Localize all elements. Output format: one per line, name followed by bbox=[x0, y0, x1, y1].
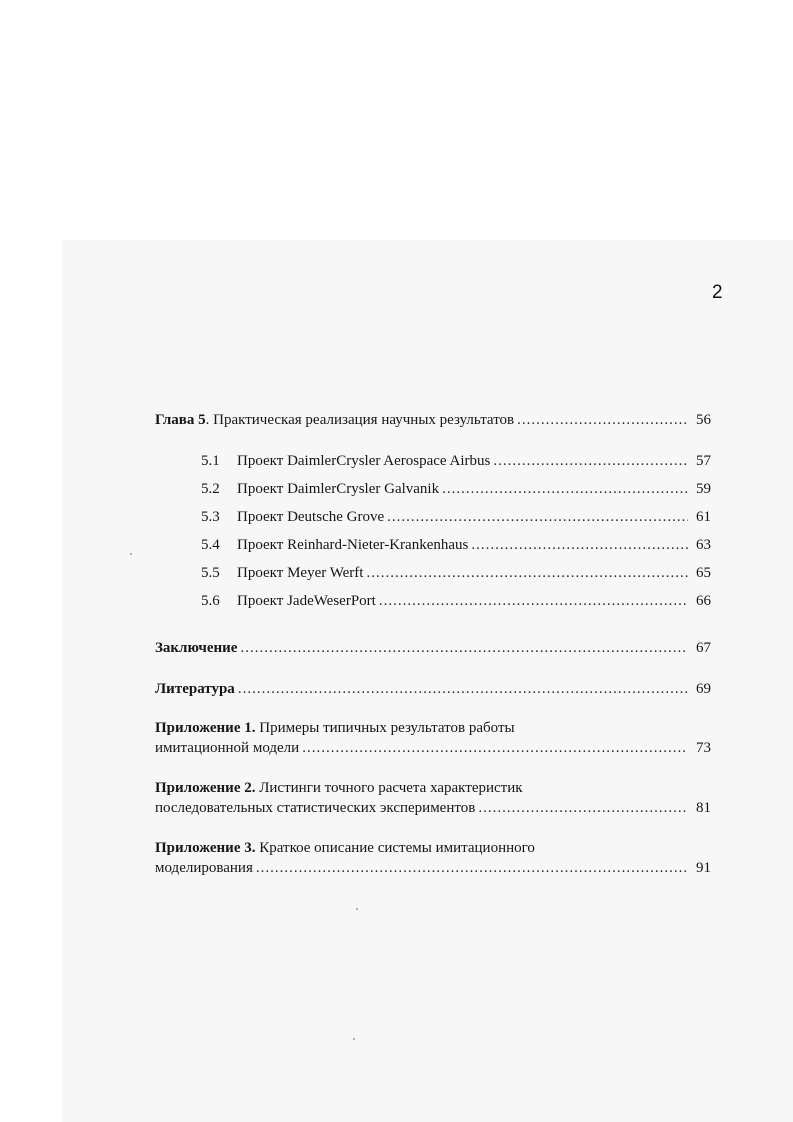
scan-speck bbox=[353, 1038, 355, 1040]
toc-appendix-3-continuation[interactable] bbox=[155, 858, 711, 878]
section-number: 5.2 bbox=[201, 481, 220, 497]
dot-leader bbox=[517, 410, 688, 430]
toc-appendix-3-heading[interactable] bbox=[155, 838, 535, 858]
dot-leader bbox=[387, 507, 688, 527]
appendix-title-line2: последовательных статистических экспериментов bbox=[155, 800, 476, 816]
section-number: 5.4 bbox=[201, 537, 220, 553]
toc-section-5-3[interactable] bbox=[201, 507, 711, 527]
section-page: 57 bbox=[696, 453, 711, 469]
toc-appendix-1-continuation[interactable] bbox=[155, 738, 711, 758]
section-title: Проект DaimlerCrysler Galvanik bbox=[237, 481, 440, 497]
appendix-title-line1: Листинги точного расчета характеристик bbox=[259, 780, 523, 796]
toc-section-5-5[interactable] bbox=[201, 563, 711, 583]
toc-appendix-1-heading[interactable] bbox=[155, 718, 515, 738]
appendix-title-line2: моделирования bbox=[155, 860, 253, 876]
section-page: 61 bbox=[696, 509, 711, 525]
section-number: 5.1 bbox=[201, 453, 220, 469]
dot-leader bbox=[256, 858, 688, 878]
scan-speck bbox=[356, 908, 358, 910]
appendix-label: Приложение 3. bbox=[155, 840, 256, 856]
section-page: 66 bbox=[696, 593, 711, 609]
section-page: 65 bbox=[696, 565, 711, 581]
scan-speck bbox=[130, 553, 132, 555]
appendix-title-line1: Примеры типичных результатов работы bbox=[259, 720, 515, 736]
appendix-page: 73 bbox=[696, 740, 711, 756]
section-page: 59 bbox=[696, 481, 711, 497]
section-number: 5.3 bbox=[201, 509, 220, 525]
literature-page: 69 bbox=[696, 681, 711, 697]
section-title: Проект Reinhard-Nieter-Krankenhaus bbox=[237, 537, 469, 553]
toc-appendix-2-continuation[interactable] bbox=[155, 798, 711, 818]
conclusion-title: Заключение bbox=[155, 640, 238, 656]
toc-appendix-2-heading[interactable] bbox=[155, 778, 523, 798]
toc-chapter-5[interactable] bbox=[155, 410, 711, 430]
section-title: Проект DaimlerCrysler Aerospace Airbus bbox=[237, 453, 491, 469]
page-number: 2 bbox=[712, 282, 723, 303]
dot-leader bbox=[471, 535, 688, 555]
toc-section-5-6[interactable] bbox=[201, 591, 711, 611]
appendix-label: Приложение 2. bbox=[155, 780, 256, 796]
chapter-title: . Практическая реализация научных результатов bbox=[205, 412, 515, 428]
dot-leader bbox=[442, 479, 688, 499]
toc-conclusion[interactable] bbox=[155, 638, 711, 658]
literature-title: Литература bbox=[155, 681, 235, 697]
appendix-title-line1: Краткое описание системы имитационного bbox=[259, 840, 535, 856]
section-title: Проект Deutsche Grove bbox=[237, 509, 385, 525]
toc-section-5-2[interactable] bbox=[201, 479, 711, 499]
section-title: Проект JadeWeserPort bbox=[237, 593, 376, 609]
toc-section-5-4[interactable] bbox=[201, 535, 711, 555]
conclusion-page: 67 bbox=[696, 640, 711, 656]
appendix-label: Приложение 1. bbox=[155, 720, 256, 736]
dot-leader bbox=[478, 798, 688, 818]
section-number: 5.6 bbox=[201, 593, 220, 609]
appendix-page: 81 bbox=[696, 800, 711, 816]
section-page: 63 bbox=[696, 537, 711, 553]
section-title: Проект Meyer Werft bbox=[237, 565, 364, 581]
dot-leader bbox=[240, 638, 688, 658]
dot-leader bbox=[238, 679, 688, 699]
dot-leader bbox=[302, 738, 688, 758]
dot-leader bbox=[366, 563, 688, 583]
toc-literature[interactable] bbox=[155, 679, 711, 699]
toc-section-5-1[interactable] bbox=[201, 451, 711, 471]
chapter-page: 56 bbox=[696, 412, 711, 428]
appendix-page: 91 bbox=[696, 860, 711, 876]
dot-leader bbox=[379, 591, 688, 611]
chapter-label: Глава 5 bbox=[155, 412, 206, 428]
appendix-title-line2: имитационной модели bbox=[155, 740, 300, 756]
section-number: 5.5 bbox=[201, 565, 220, 581]
dot-leader bbox=[493, 451, 688, 471]
